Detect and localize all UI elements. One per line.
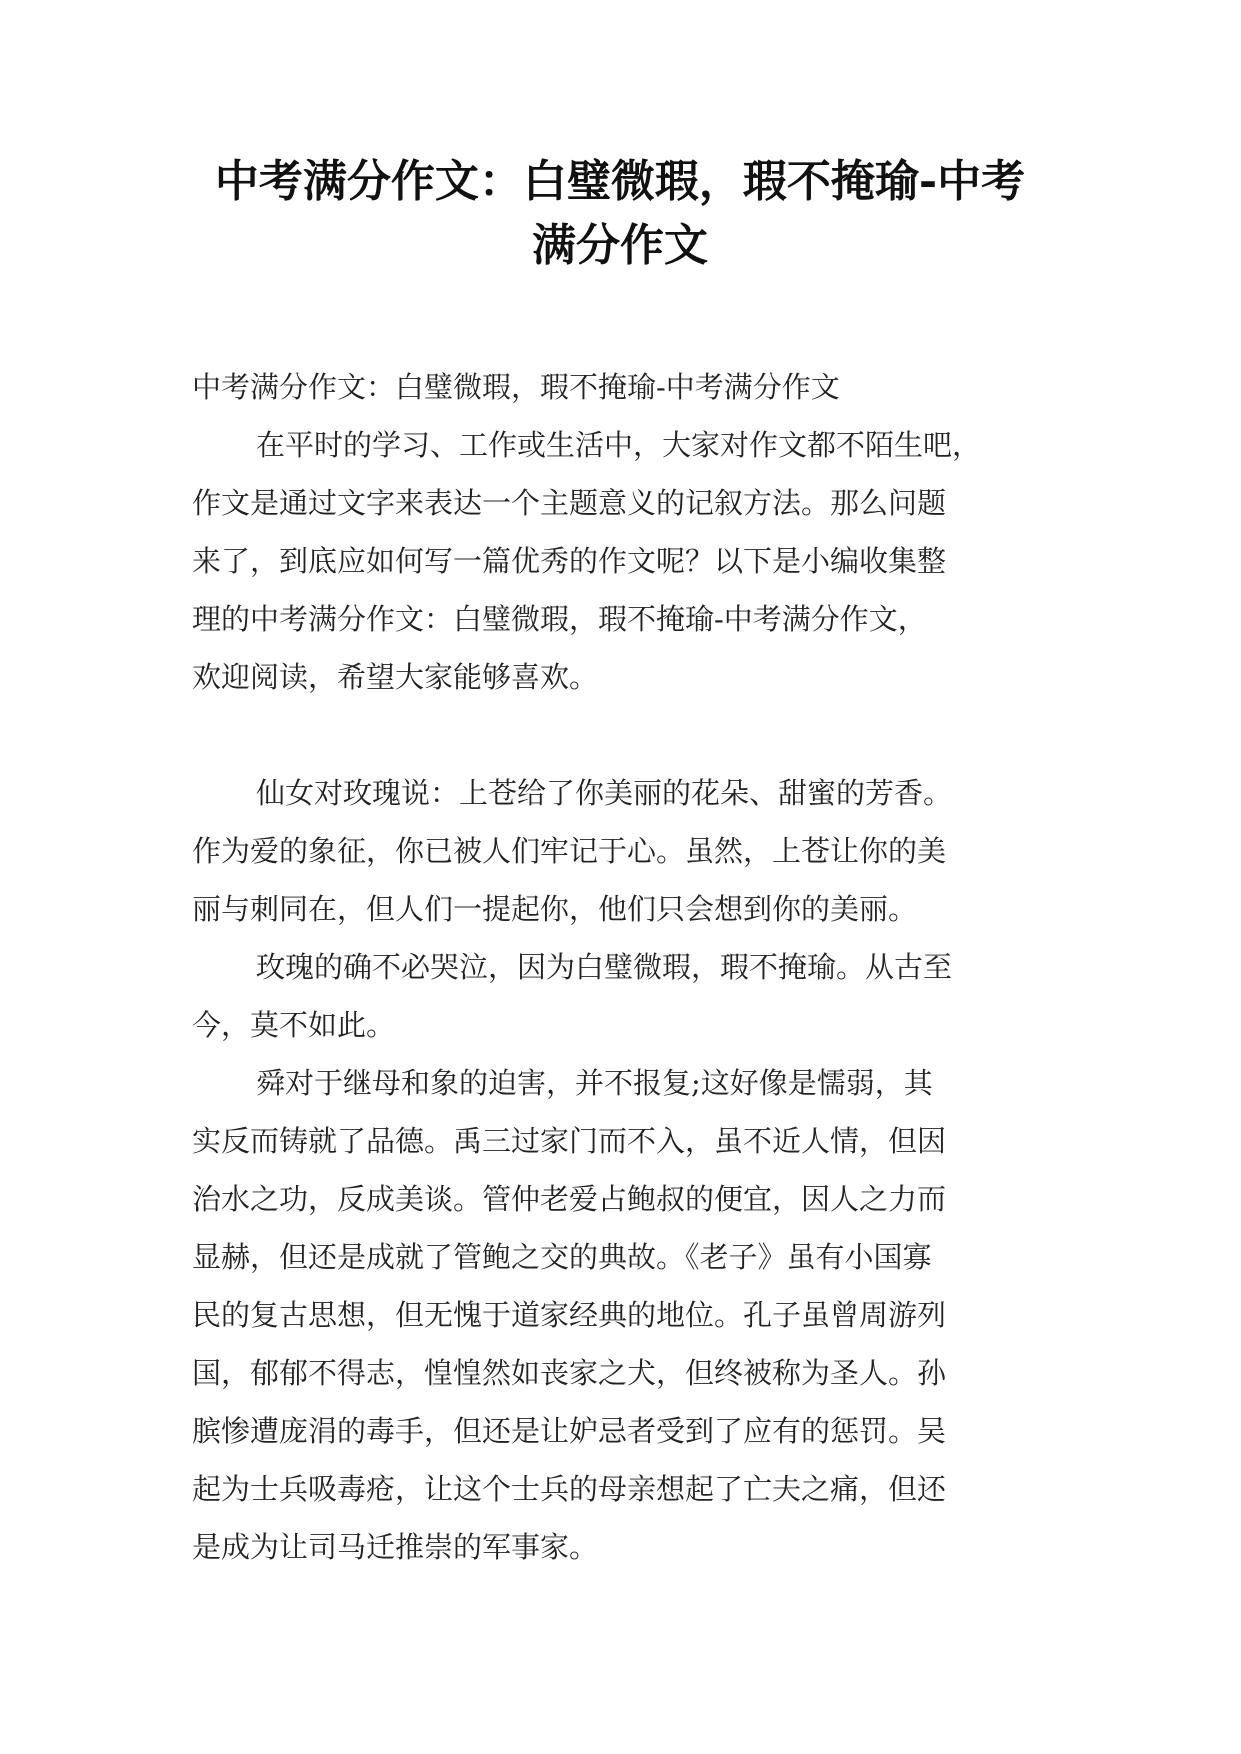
text-line: 仙女对玫瑰说：上苍给了你美丽的花朵、甜蜜的芳香。 xyxy=(256,776,953,810)
text-line: 在平时的学习、工作或生活中，大家对作文都不陌生吧， xyxy=(256,428,982,462)
text-line: 是成为让司马迁推崇的军事家。 xyxy=(192,1530,599,1564)
text-line: 作为爱的象征，你已被人们牢记于心。虽然，上苍让你的美 xyxy=(192,834,947,868)
paragraph-subtitle xyxy=(192,358,1052,416)
document-body xyxy=(192,358,1052,1576)
text-line: 舜对于继母和象的迫害，并不报复;这好像是懦弱，其 xyxy=(256,1066,933,1100)
text-line: 来了，到底应如何写一篇优秀的作文呢？以下是小编收集整 xyxy=(192,544,947,578)
text-line: 实反而铸就了品德。禹三过家门而不入，虽不近人情，但因 xyxy=(192,1124,947,1158)
text-line: 显赫，但还是成就了管鲍之交的典故。《老子》虽有小国寡 xyxy=(192,1240,932,1274)
text-line: 国，郁郁不得志，惶惶然如丧家之犬，但终被称为圣人。孙 xyxy=(192,1356,947,1390)
text-line: 理的中考满分作文：白璧微瑕，瑕不掩瑜-中考满分作文， xyxy=(192,602,927,636)
title-line: 满分作文 xyxy=(532,220,708,271)
paragraph-intro xyxy=(192,416,1052,706)
paragraph-examples xyxy=(192,1054,1052,1576)
paragraph-fairy-rose xyxy=(192,764,1052,938)
paragraph-rose xyxy=(192,938,1052,1054)
text-line: 中考满分作文：白璧微瑕，瑕不掩瑜-中考满分作文 xyxy=(192,370,840,404)
text-line: 民的复古思想，但无愧于道家经典的地位。孔子虽曾周游列 xyxy=(192,1298,947,1332)
document-title xyxy=(170,150,1070,278)
text-line: 作文是通过文字来表达一个主题意义的记叙方法。那么问题 xyxy=(192,486,947,520)
paragraph-gap xyxy=(192,706,1052,764)
text-line: 起为士兵吸毒疮，让这个士兵的母亲想起了亡夫之痛，但还 xyxy=(192,1472,947,1506)
text-line: 治水之功，反成美谈。管仲老爱占鲍叔的便宜，因人之力而 xyxy=(192,1182,947,1216)
text-line: 欢迎阅读，希望大家能够喜欢。 xyxy=(192,660,599,694)
text-line: 丽与刺同在，但人们一提起你，他们只会想到你的美丽。 xyxy=(192,892,918,926)
text-line: 今，莫不如此。 xyxy=(192,1008,396,1042)
title-line: 中考满分作文：白璧微瑕，瑕不掩瑜-中考 xyxy=(214,156,1026,207)
text-line: 膑惨遭庞涓的毒手，但还是让妒忌者受到了应有的惩罚。吴 xyxy=(192,1414,947,1448)
text-line: 玫瑰的确不必哭泣，因为白璧微瑕，瑕不掩瑜。从古至 xyxy=(256,950,953,984)
